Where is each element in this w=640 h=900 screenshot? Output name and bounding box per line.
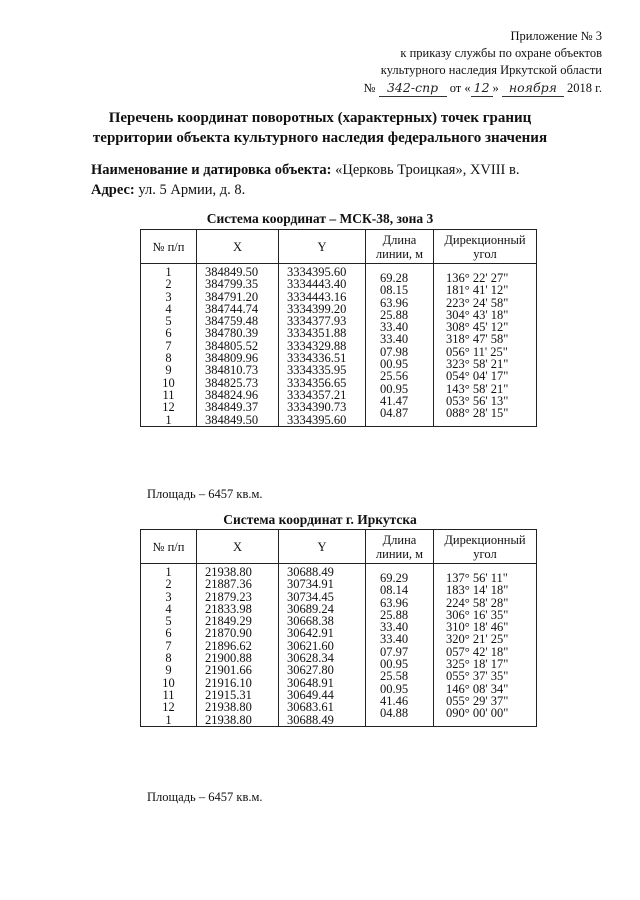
point-number: 3 xyxy=(165,289,172,304)
header-length-line1: Длина xyxy=(382,232,417,247)
column-x-values xyxy=(197,566,278,726)
header-length xyxy=(366,530,434,564)
header-length-line2: линии, м xyxy=(375,546,424,561)
y-coordinate: 3334399.20 xyxy=(287,301,347,316)
title-line-2: территории объекта культурного наследия федерального значения xyxy=(92,130,548,146)
point-number: 10 xyxy=(162,675,175,690)
direction-angle: 054° 04' 17" xyxy=(446,369,509,384)
header-angle xyxy=(434,530,537,564)
x-coordinate: 21833.98 xyxy=(205,601,252,616)
line-length: 08.14 xyxy=(380,583,409,598)
column-lengths xyxy=(366,566,433,720)
line-length: 00.95 xyxy=(380,681,409,696)
column-angles xyxy=(434,566,536,720)
direction-angle: 090° 00' 00" xyxy=(446,706,509,721)
y-coordinate: 3334356.65 xyxy=(287,375,347,390)
object-address-value: ул. 5 Армии, д. 8. xyxy=(138,182,246,198)
table1-area: Площадь – 6457 кв.м. xyxy=(147,487,263,501)
y-coordinate: 30668.38 xyxy=(287,614,334,629)
header-length-line1: Длина xyxy=(382,532,417,547)
appendix-number: Приложение № 3 xyxy=(510,29,602,43)
line-length: 69.28 xyxy=(380,271,409,285)
x-coordinate: 384849.50 xyxy=(205,412,259,427)
x-coordinate: 21879.23 xyxy=(205,589,252,604)
line-length: 08.15 xyxy=(380,283,409,298)
line-length: 00.95 xyxy=(380,657,409,672)
direction-angle: 183° 14' 18" xyxy=(446,583,509,598)
line-length: 25.56 xyxy=(380,369,409,384)
object-name-label: Наименование и датировка объекта: xyxy=(91,162,332,178)
direction-angle: 143° 58' 21" xyxy=(446,381,509,396)
order-day-close: » xyxy=(492,81,499,95)
direction-angle: 055° 29' 37" xyxy=(446,693,509,708)
y-coordinate: 30734.45 xyxy=(287,589,334,604)
order-month-handwritten: ноября xyxy=(502,79,564,97)
y-coordinate: 3334335.95 xyxy=(287,363,347,378)
direction-angle: 310° 18' 46" xyxy=(446,620,509,635)
direction-angle: 320° 21' 25" xyxy=(446,632,509,647)
line-length: 33.40 xyxy=(380,620,409,635)
x-coordinate: 21938.80 xyxy=(205,565,252,579)
point-number: 12 xyxy=(162,700,175,715)
line-length: 33.40 xyxy=(380,320,409,335)
order-day-handwritten: 12 xyxy=(471,79,493,97)
y-coordinate: 30649.44 xyxy=(287,687,334,702)
header-x: X xyxy=(197,530,279,564)
point-number: 9 xyxy=(165,363,172,378)
direction-angle: 137° 56' 11" xyxy=(446,571,508,585)
header-y: Y xyxy=(279,530,366,564)
line-length: 07.97 xyxy=(380,644,409,659)
x-coordinate: 384780.39 xyxy=(205,326,259,341)
table-header-row xyxy=(141,230,537,264)
direction-angle: 057° 42' 18" xyxy=(446,644,509,659)
table1-system-title: Система координат – МСК-38, зона 3 xyxy=(206,211,434,226)
point-number: 7 xyxy=(165,338,172,353)
line-length: 33.40 xyxy=(380,332,409,347)
y-coordinate: 3334443.40 xyxy=(287,277,347,292)
point-number: 11 xyxy=(162,387,175,402)
direction-angle: 053° 56' 13" xyxy=(446,393,509,408)
direction-angle: 224° 58' 28" xyxy=(446,595,509,610)
point-number: 1 xyxy=(165,712,172,727)
line-length: 63.96 xyxy=(380,295,409,310)
direction-angle: 304° 43' 18" xyxy=(446,307,509,322)
line-length: 00.95 xyxy=(380,357,409,372)
x-coordinate: 21870.90 xyxy=(205,626,252,641)
point-number: 4 xyxy=(165,301,172,316)
line-length: 63.96 xyxy=(380,595,409,610)
x-coordinate: 384824.96 xyxy=(205,387,259,402)
header-x: X xyxy=(197,230,279,264)
direction-angle: 056° 11' 25" xyxy=(446,344,508,359)
y-coordinate: 30628.34 xyxy=(287,651,334,666)
point-number: 6 xyxy=(165,326,172,341)
x-coordinate: 21901.66 xyxy=(205,663,252,678)
appendix-header xyxy=(364,28,603,97)
table-body-row xyxy=(141,264,537,427)
header-number: № п/п xyxy=(141,230,197,264)
order-reference: к приказу службы по охране объектов xyxy=(400,46,602,60)
y-coordinate: 30688.49 xyxy=(287,712,334,727)
document-title xyxy=(0,108,640,148)
line-length: 04.87 xyxy=(380,406,409,421)
point-number: 11 xyxy=(162,687,175,702)
point-number: 8 xyxy=(165,651,172,666)
x-coordinate: 21849.29 xyxy=(205,614,252,629)
column-angles xyxy=(434,266,536,420)
x-coordinate: 384809.96 xyxy=(205,351,259,366)
point-number: 7 xyxy=(165,638,172,653)
line-length: 69.29 xyxy=(380,571,409,585)
y-coordinate: 30734.91 xyxy=(287,577,334,592)
x-coordinate: 21900.88 xyxy=(205,651,252,666)
x-coordinate: 21915.31 xyxy=(205,687,252,702)
point-number: 12 xyxy=(162,400,175,415)
x-coordinate: 21938.80 xyxy=(205,712,252,727)
line-length: 41.47 xyxy=(380,393,409,408)
header-angle-line2: угол xyxy=(473,246,497,261)
object-address-label: Адрес: xyxy=(91,182,135,198)
y-coordinate: 3334377.93 xyxy=(287,314,347,329)
object-name-row xyxy=(91,160,519,180)
direction-angle: 088° 28' 15" xyxy=(446,406,509,421)
header-angle xyxy=(434,230,537,264)
x-coordinate: 21916.10 xyxy=(205,675,252,690)
y-coordinate: 3334351.88 xyxy=(287,326,347,341)
y-coordinate: 3334336.51 xyxy=(287,351,347,366)
point-number: 2 xyxy=(165,577,172,592)
y-coordinate: 30688.49 xyxy=(287,565,334,579)
point-number: 4 xyxy=(165,601,172,616)
line-length: 25.58 xyxy=(380,669,409,684)
line-length: 00.95 xyxy=(380,381,409,396)
x-coordinate: 384805.52 xyxy=(205,338,259,353)
x-coordinate: 384849.50 xyxy=(205,265,259,279)
header-y: Y xyxy=(279,230,366,264)
header-number: № п/п xyxy=(141,530,197,564)
order-year: 2018 г. xyxy=(567,81,602,95)
column-x-values xyxy=(197,266,278,426)
table2-area: Площадь – 6457 кв.м. xyxy=(147,790,263,804)
y-coordinate: 3334443.16 xyxy=(287,289,347,304)
order-number-date xyxy=(364,79,603,97)
point-number: 2 xyxy=(165,277,172,292)
header-angle-line2: угол xyxy=(473,546,497,561)
x-coordinate: 384799.35 xyxy=(205,277,259,292)
order-authority: культурного наследия Иркутской области xyxy=(380,63,602,77)
order-from-text: от « xyxy=(449,81,471,95)
line-length: 07.98 xyxy=(380,344,409,359)
column-y-values xyxy=(279,566,365,726)
y-coordinate: 30648.91 xyxy=(287,675,334,690)
y-coordinate: 3334395.60 xyxy=(287,412,347,427)
title-line-1: Перечень координат поворотных (характерных) точек границ xyxy=(108,110,532,126)
y-coordinate: 3334357.21 xyxy=(287,387,347,402)
table-header-row xyxy=(141,530,537,564)
x-coordinate: 384810.73 xyxy=(205,363,259,378)
direction-angle: 323° 58' 21" xyxy=(446,357,509,372)
table-body-row xyxy=(141,564,537,727)
point-number: 1 xyxy=(165,265,172,279)
y-coordinate: 3334395.60 xyxy=(287,265,347,279)
object-address-row xyxy=(91,180,519,200)
order-no-handwritten: 342-спр xyxy=(379,79,447,97)
direction-angle: 306° 16' 35" xyxy=(446,607,509,622)
point-number: 5 xyxy=(165,614,172,629)
x-coordinate: 21938.80 xyxy=(205,700,252,715)
point-number: 10 xyxy=(162,375,175,390)
column-point-numbers xyxy=(141,566,196,726)
direction-angle: 136° 22' 27" xyxy=(446,271,509,285)
direction-angle: 318° 47' 58" xyxy=(446,332,509,347)
line-length: 04.88 xyxy=(380,706,409,721)
y-coordinate: 3334390.73 xyxy=(287,400,347,415)
direction-angle: 181° 41' 12" xyxy=(446,283,509,298)
column-point-numbers xyxy=(141,266,196,426)
line-length: 25.88 xyxy=(380,607,409,622)
x-coordinate: 384744.74 xyxy=(205,301,259,316)
point-number: 3 xyxy=(165,589,172,604)
y-coordinate: 30683.61 xyxy=(287,700,334,715)
object-name-value: «Церковь Троицкая», XVIII в. xyxy=(335,162,520,178)
y-coordinate: 3334329.88 xyxy=(287,338,347,353)
direction-angle: 223° 24' 58" xyxy=(446,295,509,310)
table2-system-title: Система координат г. Иркутска xyxy=(223,512,417,527)
column-y-values xyxy=(279,266,365,426)
direction-angle: 055° 37' 35" xyxy=(446,669,509,684)
x-coordinate: 384849.37 xyxy=(205,400,259,415)
column-lengths xyxy=(366,266,433,420)
x-coordinate: 384759.48 xyxy=(205,314,259,329)
header-length xyxy=(366,230,434,264)
point-number: 1 xyxy=(165,412,172,427)
x-coordinate: 384825.73 xyxy=(205,375,259,390)
line-length: 33.40 xyxy=(380,632,409,647)
coordinates-table-msk38 xyxy=(140,229,537,427)
y-coordinate: 30627.80 xyxy=(287,663,334,678)
direction-angle: 146° 08' 34" xyxy=(446,681,509,696)
y-coordinate: 30689.24 xyxy=(287,601,334,616)
y-coordinate: 30642.91 xyxy=(287,626,334,641)
y-coordinate: 30621.60 xyxy=(287,638,334,653)
point-number: 5 xyxy=(165,314,172,329)
x-coordinate: 21896.62 xyxy=(205,638,252,653)
x-coordinate: 21887.36 xyxy=(205,577,252,592)
direction-angle: 325° 18' 17" xyxy=(446,657,509,672)
point-number: 1 xyxy=(165,565,172,579)
direction-angle: 308° 45' 12" xyxy=(446,320,509,335)
line-length: 41.46 xyxy=(380,693,409,708)
header-length-line2: линии, м xyxy=(375,246,424,261)
point-number: 8 xyxy=(165,351,172,366)
order-no-prefix: № xyxy=(363,81,376,95)
coordinates-table-irkutsk xyxy=(140,529,537,727)
point-number: 6 xyxy=(165,626,172,641)
x-coordinate: 384791.20 xyxy=(205,289,259,304)
header-angle-line1: Дирекционный xyxy=(444,532,526,547)
line-length: 25.88 xyxy=(380,307,409,322)
object-info xyxy=(91,160,519,200)
header-angle-line1: Дирекционный xyxy=(444,232,526,247)
point-number: 9 xyxy=(165,663,172,678)
